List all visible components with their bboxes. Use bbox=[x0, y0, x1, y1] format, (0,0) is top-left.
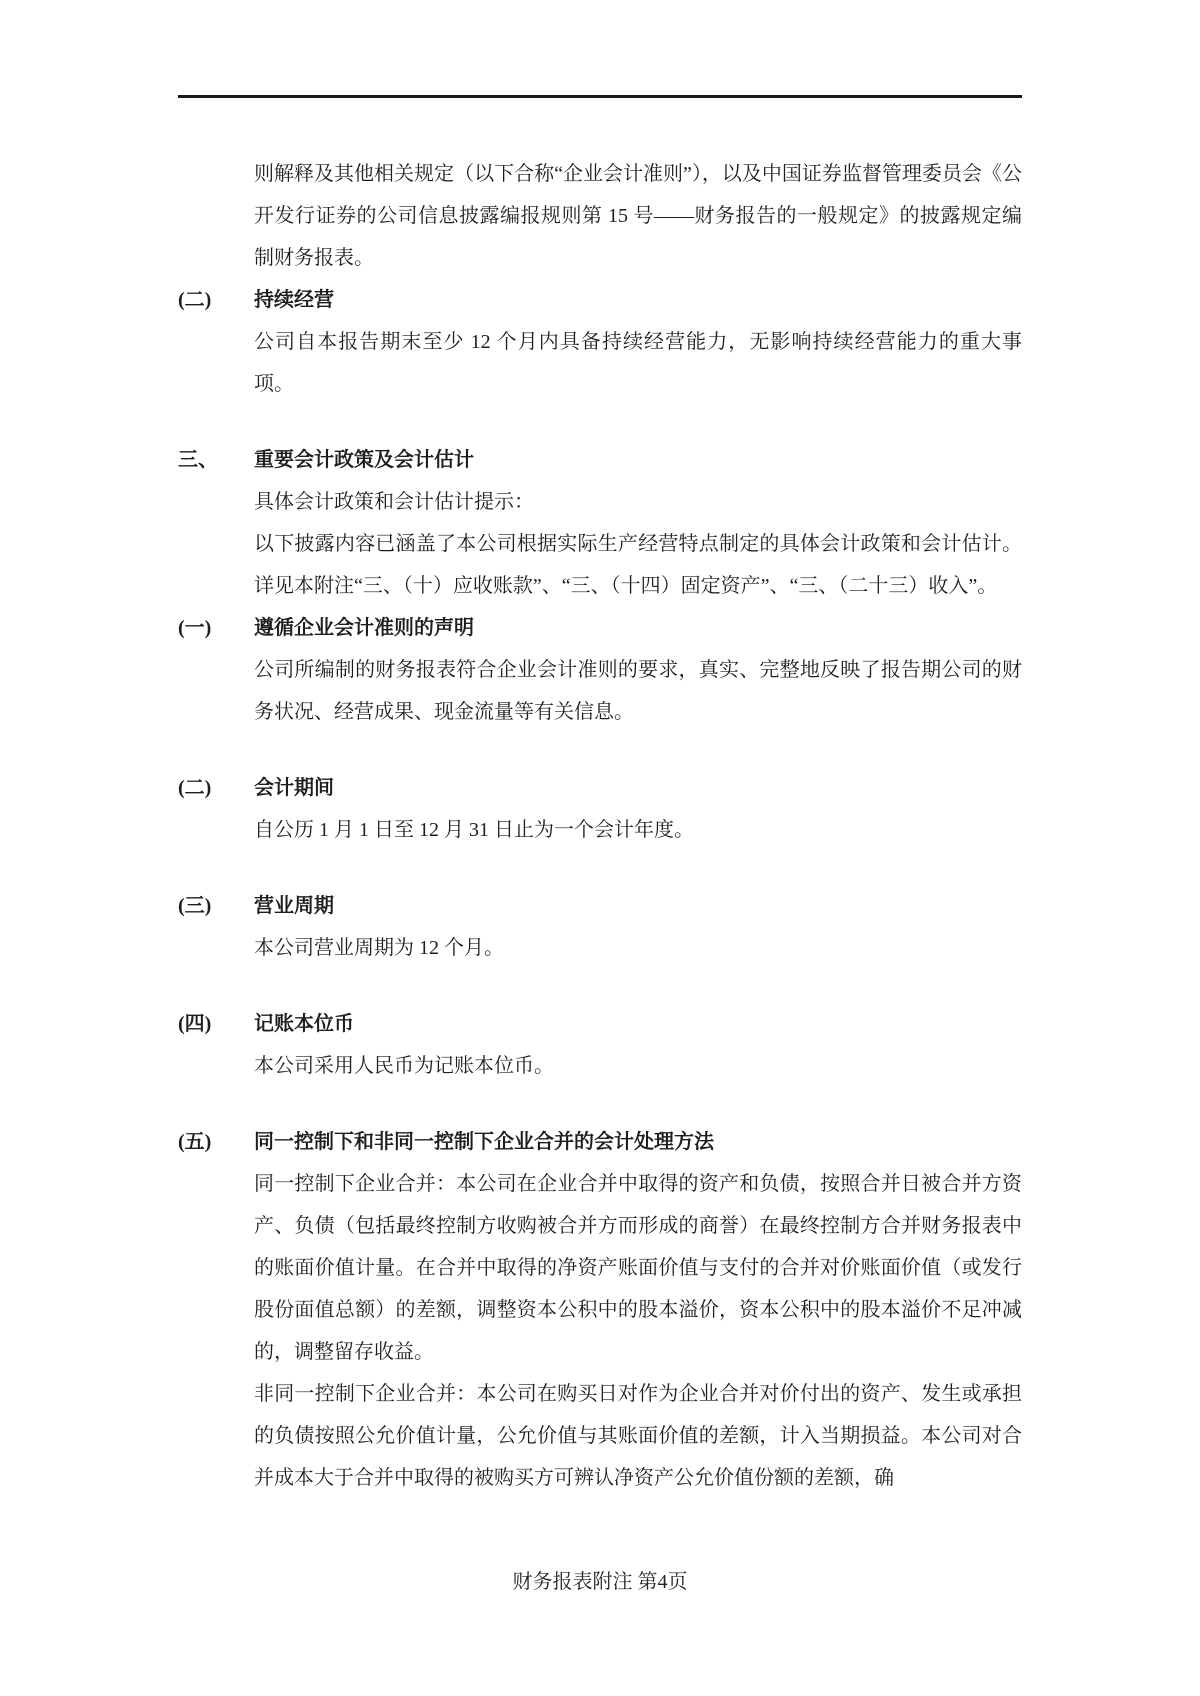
section-body bbox=[254, 279, 1022, 405]
intro-paragraph: 则解释及其他相关规定（以下合称“企业会计准则”），以及中国证券监督管理委员会《公开发行证券的公司信息披露编报规则第 15 号——财务报告的一般规定》的披露规定编制财务报表。 bbox=[254, 163, 1022, 269]
section-label: 三、 bbox=[178, 449, 218, 471]
section-paragraph: 非同一控制下企业合并：本公司在购买日对作为企业合并对价付出的资产、发生或承担的负债按照公允价值计量，公允价值与其账面价值的差额，计入当期损益。本公司对合并成本大于合并中取得的被购买方可辨认净资产公允价值份额的差额，确 bbox=[254, 1383, 1022, 1489]
section-title: 持续经营 bbox=[254, 289, 334, 311]
section-label: (三) bbox=[178, 895, 212, 917]
section-body bbox=[254, 439, 1022, 607]
section-body bbox=[254, 607, 1022, 733]
section-accounting-period bbox=[178, 767, 1022, 851]
section-label: (四) bbox=[178, 1013, 212, 1035]
section-business-combinations bbox=[178, 1121, 1022, 1499]
section-body bbox=[254, 767, 1022, 851]
section-title: 遵循企业会计准则的声明 bbox=[254, 617, 474, 639]
section-significant-policies bbox=[178, 439, 1022, 607]
section-paragraph: 本公司采用人民币为记账本位币。 bbox=[254, 1055, 554, 1077]
section-title: 同一控制下和非同一控制下企业合并的会计处理方法 bbox=[254, 1131, 714, 1153]
section-title: 营业周期 bbox=[254, 895, 334, 917]
section-compliance-statement bbox=[178, 607, 1022, 733]
section-paragraph: 公司所编制的财务报表符合企业会计准则的要求，真实、完整地反映了报告期公司的财务状况、经营成果、现金流量等有关信息。 bbox=[254, 659, 1022, 723]
section-label: (五) bbox=[178, 1131, 212, 1153]
section-paragraph: 具体会计政策和会计估计提示： bbox=[254, 491, 534, 513]
section-title: 重要会计政策及会计估计 bbox=[254, 449, 474, 471]
section-going-concern bbox=[178, 279, 1022, 405]
section-body bbox=[254, 885, 1022, 969]
section-title: 记账本位币 bbox=[254, 1013, 354, 1035]
section-paragraph: 以下披露内容已涵盖了本公司根据实际生产经营特点制定的具体会计政策和会计估计。详见本附注“三、（十）应收账款”、“三、（十四）固定资产”、“三、（二十三）收入”。 bbox=[254, 533, 1022, 597]
section-paragraph: 公司自本报告期末至少 12 个月内具备持续经营能力，无影响持续经营能力的重大事项。 bbox=[254, 331, 1022, 395]
section-body bbox=[254, 1121, 1022, 1499]
section-operating-cycle bbox=[178, 885, 1022, 969]
section-label: (一) bbox=[178, 617, 212, 639]
section-label: (二) bbox=[178, 777, 212, 799]
section-paragraph: 自公历 1 月 1 日至 12 月 31 日止为一个会计年度。 bbox=[254, 819, 694, 841]
page-content bbox=[178, 95, 1022, 1499]
section-functional-currency bbox=[178, 1003, 1022, 1087]
page-footer: 财务报表附注 第4页 bbox=[512, 1571, 688, 1593]
section-label: (二) bbox=[178, 289, 212, 311]
section-paragraph: 同一控制下企业合并：本公司在企业合并中取得的资产和负债，按照合并日被合并方资产、负债（包括最终控制方收购被合并方而形成的商誉）在最终控制方合并财务报表中的账面价值计量。在合并中取得的净资产账面价值与支付的合并对价账面价值（或发行股份面值总额）的差额，调整资本公积中的股本溢价，资本公积中的股本溢价不足冲减的，调整留存收益。 bbox=[254, 1173, 1022, 1363]
section-title: 会计期间 bbox=[254, 777, 334, 799]
section-paragraph: 本公司营业周期为 12 个月。 bbox=[254, 937, 504, 959]
header-rule bbox=[178, 95, 1022, 98]
section-body bbox=[254, 1003, 1022, 1087]
